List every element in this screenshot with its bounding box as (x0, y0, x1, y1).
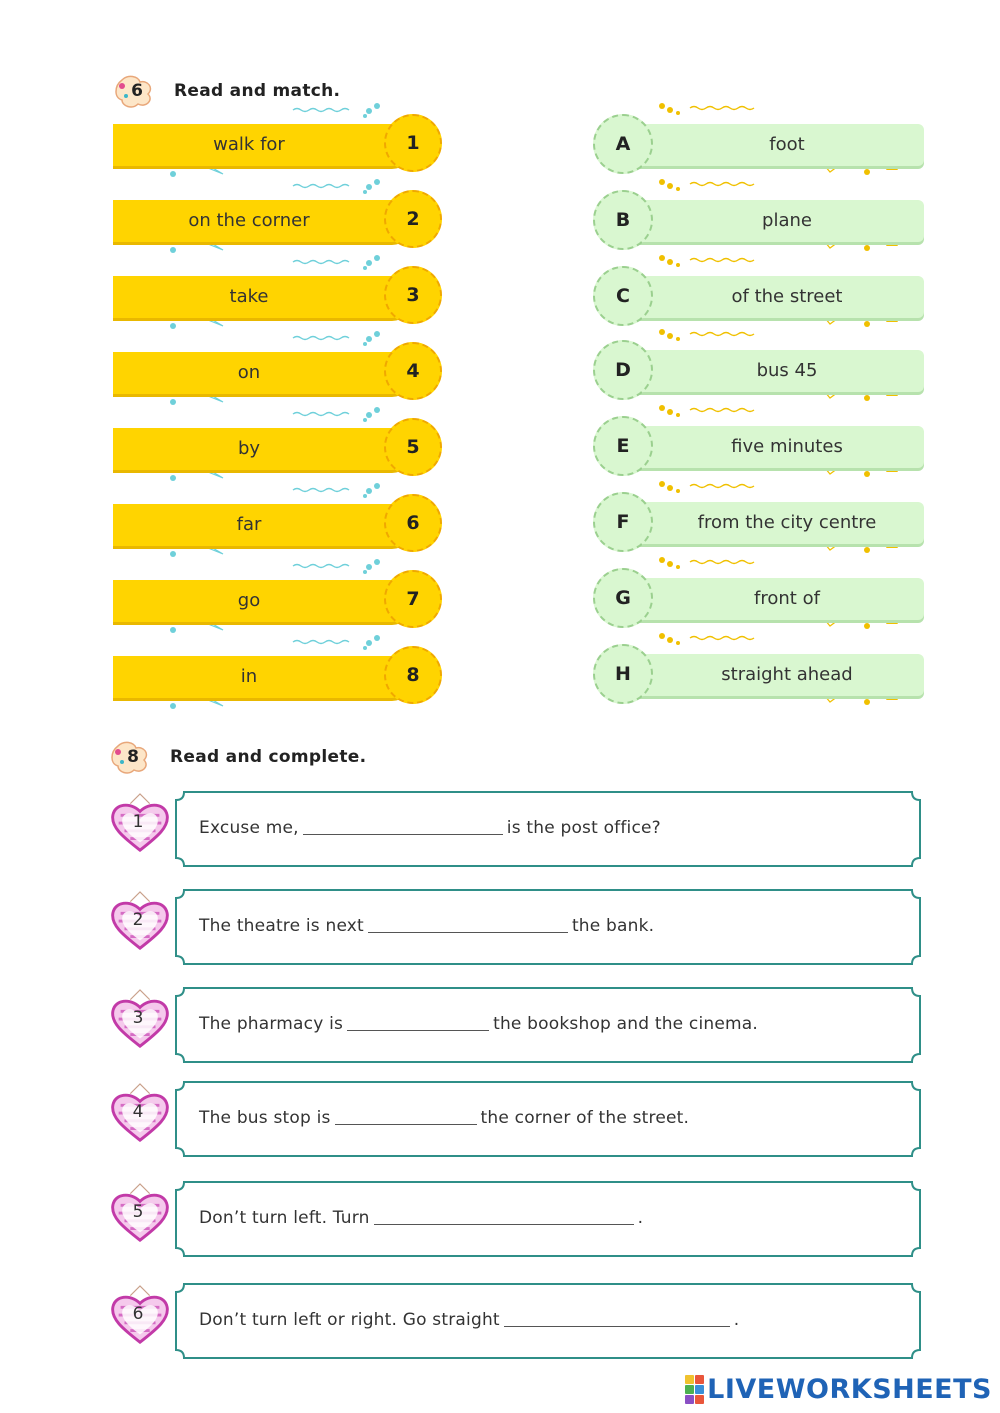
match-right-text: five minutes (731, 436, 843, 457)
match-left-text: on (237, 362, 261, 383)
sentence-number: 5 (132, 1202, 144, 1222)
match-left-item[interactable] (113, 570, 453, 636)
exercise-number-badge: 6 (112, 74, 156, 108)
sentence-before: The theatre is next (199, 916, 364, 936)
match-right-item[interactable] (590, 114, 935, 180)
liveworksheets-logo (685, 1374, 992, 1405)
match-right-text: of the street (731, 286, 843, 307)
section-title: Read and match. (174, 81, 341, 101)
match-left-text: far (236, 514, 262, 535)
match-right-item[interactable] (590, 644, 935, 710)
match-left-text: on the corner (188, 210, 310, 231)
sentence-after: . (637, 1208, 644, 1228)
match-right-bar (630, 276, 924, 318)
sentence-text (199, 986, 758, 1064)
match-left-text: take (229, 286, 269, 307)
sentence-box (174, 1180, 922, 1258)
match-right-bar (630, 124, 924, 166)
sentence-row (108, 986, 923, 1066)
match-left-bar (113, 504, 413, 546)
sentence-text (199, 1180, 643, 1258)
sentence-text (199, 888, 654, 966)
sentence-after: the bookshop and the cinema. (493, 1014, 759, 1034)
section-title: Read and complete. (170, 747, 367, 767)
match-left-bar (113, 200, 413, 242)
match-left-item[interactable] (113, 342, 453, 408)
match-right-item[interactable] (590, 340, 935, 406)
answer-blank[interactable] (303, 818, 503, 835)
match-right-bar (630, 654, 924, 696)
match-left-item[interactable] (113, 494, 453, 560)
match-right-text: plane (762, 210, 812, 231)
sentence-after: is the post office? (506, 818, 661, 838)
match-right-item[interactable] (590, 568, 935, 634)
sentence-before: The pharmacy is (199, 1014, 344, 1034)
match-right-letter[interactable]: H (593, 644, 653, 704)
answer-blank[interactable] (368, 916, 568, 933)
match-right-bar (630, 502, 924, 544)
match-left-item[interactable] (113, 190, 453, 256)
exercise-8-heading (108, 740, 366, 774)
sentence-row (108, 888, 923, 968)
exercise-number-badge: 8 (108, 740, 152, 774)
match-left-number[interactable]: 1 (384, 114, 442, 172)
match-right-bar (630, 578, 924, 620)
sentence-after: . (733, 1310, 740, 1330)
match-left-number[interactable]: 8 (384, 646, 442, 704)
sentence-before: The bus stop is (199, 1108, 331, 1128)
match-right-letter[interactable]: F (593, 492, 653, 552)
match-left-item[interactable] (113, 418, 453, 484)
sentence-text (199, 790, 661, 868)
match-right-letter[interactable]: D (593, 340, 653, 400)
match-right-text: straight ahead (721, 664, 853, 685)
sentence-row (108, 1282, 923, 1362)
answer-blank[interactable] (504, 1310, 730, 1327)
match-left-text: walk for (213, 134, 285, 155)
match-right-item[interactable] (590, 190, 935, 256)
match-right-text: front of (754, 588, 820, 609)
sentence-row (108, 1180, 923, 1260)
match-right-letter[interactable]: C (593, 266, 653, 326)
match-left-text: by (237, 438, 261, 459)
match-right-text: from the city centre (697, 512, 877, 533)
match-left-number[interactable]: 5 (384, 418, 442, 476)
match-right-item[interactable] (590, 266, 935, 332)
match-left-number[interactable]: 2 (384, 190, 442, 248)
sentence-before: Excuse me, (199, 818, 299, 838)
match-right-text: bus 45 (756, 360, 818, 381)
match-left-bar (113, 656, 413, 698)
sentence-box (174, 790, 922, 868)
sentence-number: 1 (132, 812, 144, 832)
match-right-letter[interactable]: E (593, 416, 653, 476)
sentence-after: the bank. (571, 916, 655, 936)
sentence-row (108, 1080, 923, 1160)
sentence-after: the corner of the street. (480, 1108, 690, 1128)
match-right-item[interactable] (590, 492, 935, 558)
answer-blank[interactable] (335, 1108, 477, 1125)
match-right-bar (630, 200, 924, 242)
match-left-item[interactable] (113, 646, 453, 712)
logo-text: LIVEWORKSHEETS (707, 1374, 992, 1405)
match-left-bar (113, 124, 413, 166)
match-left-bar (113, 276, 413, 318)
match-left-number[interactable]: 7 (384, 570, 442, 628)
sentence-number: 3 (132, 1008, 144, 1028)
answer-blank[interactable] (374, 1208, 634, 1225)
sentence-row (108, 790, 923, 870)
match-left-bar (113, 580, 413, 622)
match-right-text: foot (769, 134, 805, 155)
match-left-text: go (237, 590, 261, 611)
sentence-box (174, 986, 922, 1064)
sentence-before: Don’t turn left or right. Go straight (199, 1310, 500, 1330)
sentence-box (174, 888, 922, 966)
match-right-bar (630, 350, 924, 392)
sentence-box (174, 1282, 922, 1360)
match-left-item[interactable] (113, 266, 453, 332)
sentence-number: 6 (132, 1304, 144, 1324)
sentence-text (199, 1282, 739, 1360)
sentence-box (174, 1080, 922, 1158)
sentence-before: Don’t turn left. Turn (199, 1208, 370, 1228)
match-left-number[interactable]: 3 (384, 266, 442, 324)
sentence-number: 2 (132, 910, 144, 930)
match-right-bar (630, 426, 924, 468)
match-left-text: in (240, 666, 258, 687)
match-left-number[interactable]: 4 (384, 342, 442, 400)
match-left-bar (113, 352, 413, 394)
match-right-letter[interactable]: G (593, 568, 653, 628)
match-left-item[interactable] (113, 114, 453, 180)
match-right-letter[interactable]: A (593, 114, 653, 174)
match-right-letter[interactable]: B (593, 190, 653, 250)
logo-mark-icon (685, 1375, 704, 1404)
answer-blank[interactable] (347, 1014, 489, 1031)
match-right-item[interactable] (590, 416, 935, 482)
match-left-number[interactable]: 6 (384, 494, 442, 552)
sentence-text (199, 1080, 689, 1158)
sentence-number: 4 (132, 1102, 144, 1122)
match-left-bar (113, 428, 413, 470)
